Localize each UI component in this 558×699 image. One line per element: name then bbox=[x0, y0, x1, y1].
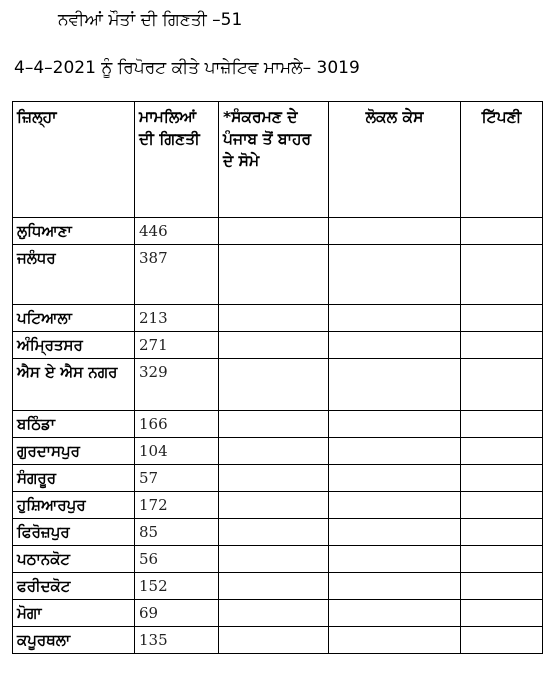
table-row bbox=[13, 359, 543, 411]
table-row bbox=[13, 305, 543, 332]
outside-source-cell bbox=[219, 465, 329, 492]
remarks-cell bbox=[461, 218, 543, 245]
case-count: 172 bbox=[135, 492, 219, 519]
outside-source-cell bbox=[219, 305, 329, 332]
outside-source-cell bbox=[219, 492, 329, 519]
remarks-cell bbox=[461, 627, 543, 654]
local-cases-cell bbox=[329, 332, 461, 359]
header-local-cases: ਲੋਕਲ ਕੇਸ bbox=[329, 102, 461, 218]
remarks-cell bbox=[461, 519, 543, 546]
district-name: ਕਪੂਰਥਲਾ bbox=[13, 627, 135, 654]
header-case-count: ਮਾਮਲਿਆਂ ਦੀ ਗਿਣਤੀ bbox=[135, 102, 219, 218]
table-header-row bbox=[13, 102, 543, 218]
table-row bbox=[13, 546, 543, 573]
local-cases-cell bbox=[329, 465, 461, 492]
remarks-cell bbox=[461, 492, 543, 519]
case-count: 213 bbox=[135, 305, 219, 332]
outside-source-cell bbox=[219, 438, 329, 465]
report-summary: 4–4–2021 ਨੂੰ ਰਿਪੋਰਟ ਕੀਤੇ ਪਾਜ਼ੇਟਿਵ ਮਾਮਲੇ– 3019 bbox=[14, 58, 360, 78]
remarks-cell bbox=[461, 411, 543, 438]
remarks-cell bbox=[461, 359, 543, 411]
outside-source-cell bbox=[219, 573, 329, 600]
case-count: 56 bbox=[135, 546, 219, 573]
case-count: 329 bbox=[135, 359, 219, 411]
local-cases-cell bbox=[329, 245, 461, 305]
district-name: ਪਟਿਆਲਾ bbox=[13, 305, 135, 332]
district-name: ਹੁਸ਼ਿਆਰਪੁਰ bbox=[13, 492, 135, 519]
case-count: 446 bbox=[135, 218, 219, 245]
local-cases-cell bbox=[329, 546, 461, 573]
case-count: 104 bbox=[135, 438, 219, 465]
header-district: ਜ਼ਿਲ੍ਹਾ bbox=[13, 102, 135, 218]
case-count: 152 bbox=[135, 573, 219, 600]
outside-source-cell bbox=[219, 519, 329, 546]
district-cases-table bbox=[12, 101, 543, 654]
local-cases-cell bbox=[329, 627, 461, 654]
local-cases-cell bbox=[329, 600, 461, 627]
case-count: 166 bbox=[135, 411, 219, 438]
local-cases-cell bbox=[329, 438, 461, 465]
table-row bbox=[13, 411, 543, 438]
district-name: ਫਿਰੋਜ਼ਪੁਰ bbox=[13, 519, 135, 546]
remarks-cell bbox=[461, 600, 543, 627]
district-name: ਮੋਗਾ bbox=[13, 600, 135, 627]
table-row bbox=[13, 438, 543, 465]
local-cases-cell bbox=[329, 411, 461, 438]
district-name: ਅੰਮ੍ਰਿਤਸਰ bbox=[13, 332, 135, 359]
case-count: 271 bbox=[135, 332, 219, 359]
remarks-cell bbox=[461, 245, 543, 305]
remarks-cell bbox=[461, 546, 543, 573]
remarks-cell bbox=[461, 465, 543, 492]
case-count: 57 bbox=[135, 465, 219, 492]
district-name: ਫਰੀਦਕੋਟ bbox=[13, 573, 135, 600]
outside-source-cell bbox=[219, 600, 329, 627]
outside-source-cell bbox=[219, 359, 329, 411]
table-row bbox=[13, 627, 543, 654]
outside-source-cell bbox=[219, 411, 329, 438]
case-count: 135 bbox=[135, 627, 219, 654]
local-cases-cell bbox=[329, 492, 461, 519]
header-outside-source: *ਸੰਕਰਮਣ ਦੇ ਪੰਜਾਬ ਤੋਂ ਬਾਹਰ ਦੇ ਸੋਮੇ bbox=[219, 102, 329, 218]
table-row bbox=[13, 218, 543, 245]
table-row bbox=[13, 519, 543, 546]
outside-source-cell bbox=[219, 218, 329, 245]
table-row bbox=[13, 573, 543, 600]
outside-source-cell bbox=[219, 627, 329, 654]
page-title: ਨਵੀਆਂ ਮੌਤਾਂ ਦੀ ਗਿਣਤੀ –51 bbox=[58, 10, 243, 30]
outside-source-cell bbox=[219, 546, 329, 573]
case-count: 85 bbox=[135, 519, 219, 546]
outside-source-cell bbox=[219, 332, 329, 359]
local-cases-cell bbox=[329, 573, 461, 600]
header-remarks: ਟਿੱਪਣੀ bbox=[461, 102, 543, 218]
district-name: ਬਠਿੰਡਾ bbox=[13, 411, 135, 438]
table-row bbox=[13, 465, 543, 492]
district-name: ਗੁਰਦਾਸਪੁਰ bbox=[13, 438, 135, 465]
district-name: ਜਲੰਧਰ bbox=[13, 245, 135, 305]
remarks-cell bbox=[461, 305, 543, 332]
district-name: ਪਠਾਨਕੋਟ bbox=[13, 546, 135, 573]
remarks-cell bbox=[461, 438, 543, 465]
remarks-cell bbox=[461, 332, 543, 359]
district-name: ਐਸ ਏ ਐਸ ਨਗਰ bbox=[13, 359, 135, 411]
local-cases-cell bbox=[329, 218, 461, 245]
district-name: ਸੰਗਰੂਰ bbox=[13, 465, 135, 492]
district-name: ਲੁਧਿਆਣਾ bbox=[13, 218, 135, 245]
outside-source-cell bbox=[219, 245, 329, 305]
local-cases-cell bbox=[329, 359, 461, 411]
case-count: 387 bbox=[135, 245, 219, 305]
table-row bbox=[13, 600, 543, 627]
case-count: 69 bbox=[135, 600, 219, 627]
table-row bbox=[13, 245, 543, 305]
table-row bbox=[13, 332, 543, 359]
remarks-cell bbox=[461, 573, 543, 600]
local-cases-cell bbox=[329, 519, 461, 546]
table-row bbox=[13, 492, 543, 519]
local-cases-cell bbox=[329, 305, 461, 332]
